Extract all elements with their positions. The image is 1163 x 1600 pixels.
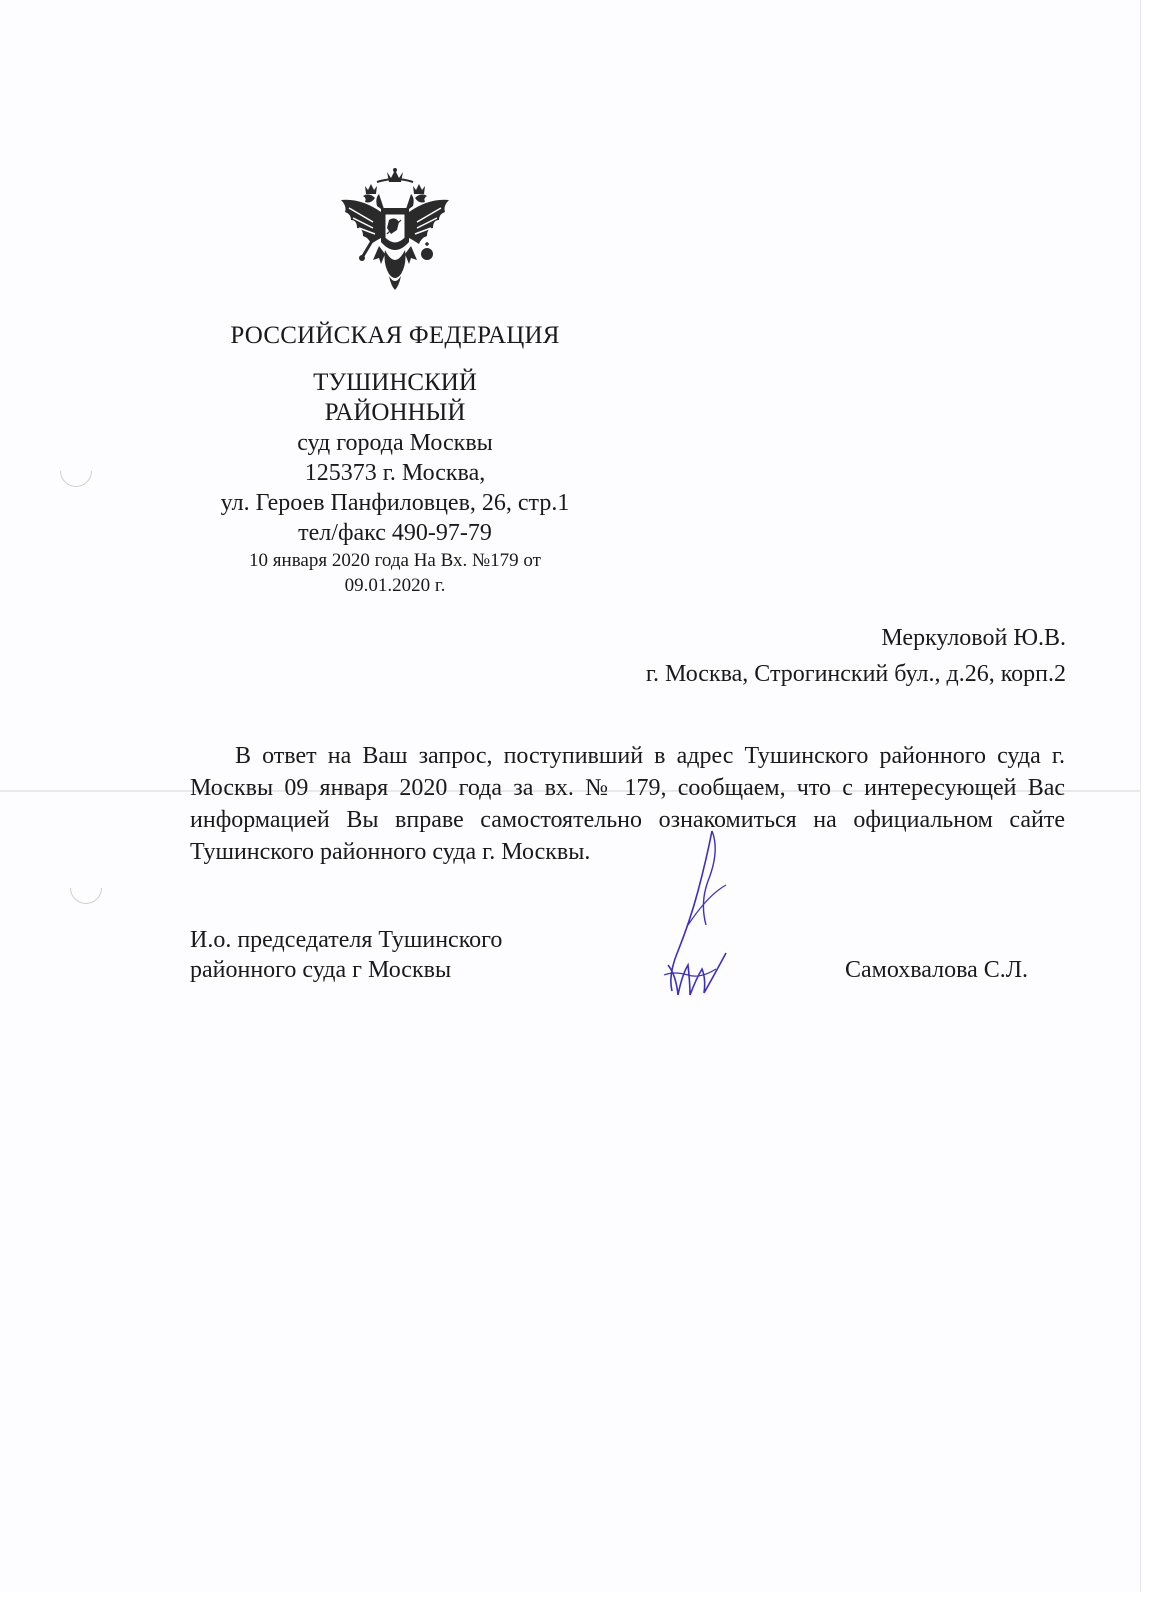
signatory-name: Самохвалова С.Л. [845,957,1029,983]
outgoing-reference-date: 09.01.2020 г. [344,575,446,596]
addressee-address: г. Москва, Строгинский бул., д.26, корп.2 [645,661,1066,687]
court-name [195,368,595,428]
letter-body: В ответ на Ваш запрос, поступивший в адрес Тушинского районного суда г. Москвы 09 января 2020 года за вх. № 179, сообщаем, что с интересующей Вас информацией Вы вправе самостоятельно ознакомиться на официальном сайте Тушинского районного суда г. Москвы. [190,743,1065,865]
country-title: РОССИЙСКАЯ ФЕДЕРАЦИЯ [230,322,560,349]
court-address-line: 125373 г. Москва, [304,460,486,486]
addressee-block [646,620,1066,692]
court-city: суд города Москвы [297,430,493,456]
court-name-line: РАЙОННЫЙ [324,399,466,426]
letterhead [195,168,595,598]
court-address-line: ул. Героев Панфиловцев, 26, стр.1 [220,490,570,516]
addressee-name: Меркуловой Ю.В. [881,625,1066,651]
court-name-line: ТУШИНСКИЙ [313,369,477,396]
scan-edge [1140,0,1163,1600]
scan-edge-bottom [0,1592,1163,1600]
outgoing-reference: 10 января 2020 года На Вх. №179 от [249,550,541,571]
court-phone: тел/факс 490-97-79 [298,520,492,546]
handwritten-signature-icon [648,825,738,1020]
punch-hole-mark [53,448,98,493]
punch-hole-mark [63,865,108,910]
signatory-title-line: И.о. председателя Тушинского [190,927,503,953]
signatory-title [190,925,502,985]
double-headed-eagle-emblem-icon [335,168,455,294]
signatory-title-line: районного суда г Москвы [190,957,452,983]
